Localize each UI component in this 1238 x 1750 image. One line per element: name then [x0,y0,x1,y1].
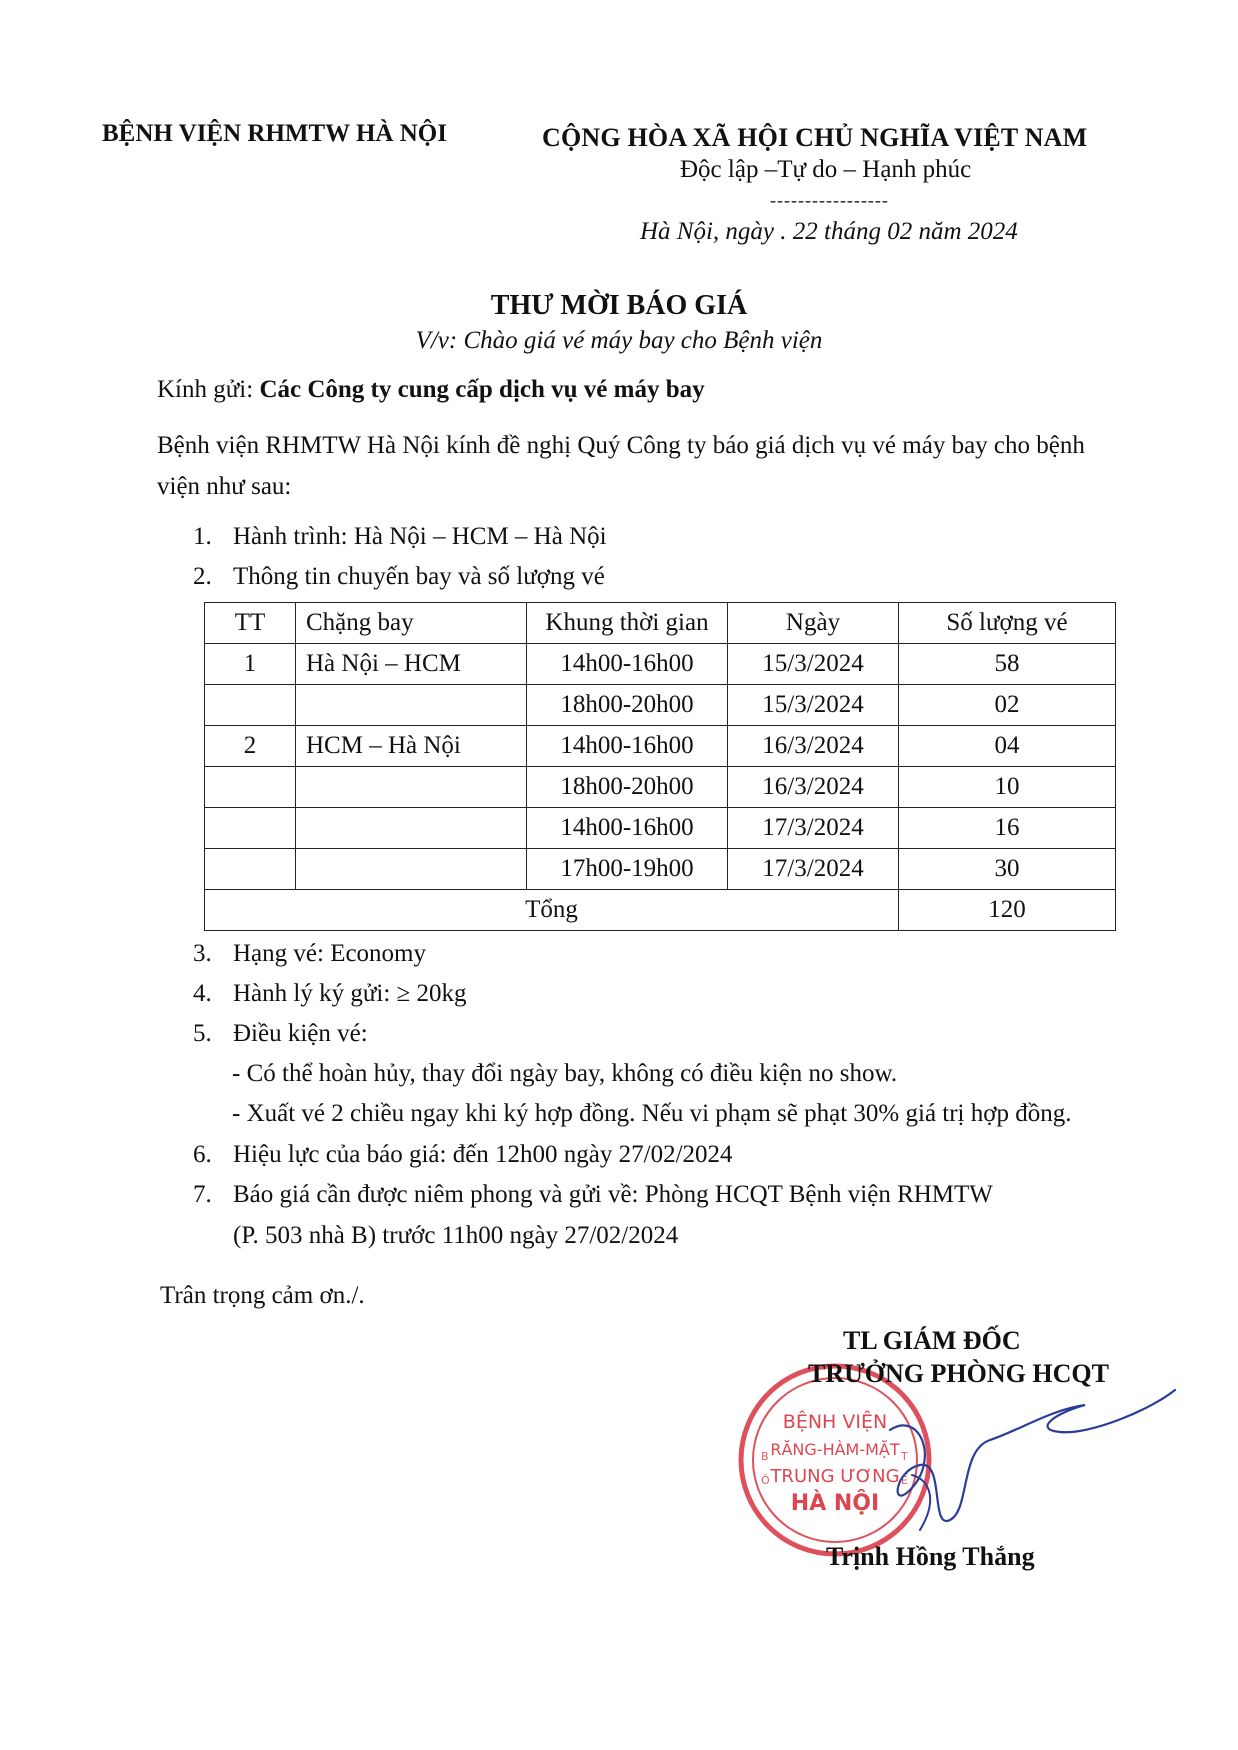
date-line: Hà Nội, ngày . 22 tháng 02 năm 2024 [640,218,1018,245]
table-cell [205,767,296,808]
table-cell: 16/3/2024 [728,767,899,808]
table-cell [296,767,527,808]
stamp-text: TRUNG ƯƠNG [770,1466,900,1487]
stamp-text: BỆNH VIỆN [782,1411,888,1433]
list-item: 2. Thông tin chuyến bay và số lượng vé [193,563,605,590]
recipient-line [157,376,705,404]
table-cell: 16/3/2024 [728,726,899,767]
condition-line: - Có thể hoàn hủy, thay đổi ngày bay, không có điều kiện no show. [232,1060,898,1087]
flight-table [204,602,1116,931]
recipient-name: Các Công ty cung cấp dịch vụ vé máy bay [259,376,705,403]
column-header: Chặng bay [296,603,527,644]
list-item: 3. Hạng vé: Economy [193,940,427,967]
list-item: 7. Báo giá cần được niêm phong và gửi về: Phòng HCQT Bệnh viện RHMTW [193,1181,993,1208]
stamp-text: HÀ NỘI [790,1491,880,1516]
table-cell: 16 [899,808,1116,849]
svg-text:Ô: Ô [761,1474,770,1487]
total-value: 120 [899,890,1116,931]
table-cell [205,685,296,726]
table-cell: 18h00-20h00 [527,767,728,808]
table-total-row [205,890,1116,931]
table-cell: 15/3/2024 [728,685,899,726]
table-header-row [205,603,1116,644]
national-motto: Độc lập –Tự do – Hạnh phúc [680,156,972,183]
table-cell: 02 [899,685,1116,726]
table-cell: Hà Nội – HCM [296,644,527,685]
table-cell: 30 [899,849,1116,890]
condition-line: - Xuất vé 2 chiều ngay khi ký hợp đồng. Nếu vi phạm sẽ phạt 30% giá trị hợp đồng. [232,1100,1072,1127]
table-cell: 1 [205,644,296,685]
table-row [205,644,1116,685]
table-cell [296,808,527,849]
document-title: THƯ MỜI BÁO GIÁ [490,290,748,321]
header-separator: ----------------- [770,190,889,210]
column-header: Số lượng vé [899,603,1116,644]
signature-title-1: TL GIÁM ĐỐC [843,1326,1021,1355]
table-cell: 17/3/2024 [728,849,899,890]
table-row [205,808,1116,849]
list-item: 1. Hành trình: Hà Nội – HCM – Hà Nội [193,523,607,550]
table-cell [296,849,527,890]
table-cell: 04 [899,726,1116,767]
closing-line: Trân trọng cảm ơn./. [160,1282,365,1309]
list-item: 5. Điều kiện vé: [193,1020,368,1047]
table-cell: 15/3/2024 [728,644,899,685]
table-row [205,726,1116,767]
table-row [205,685,1116,726]
column-header: Ngày [728,603,899,644]
list-item: 4. Hành lý ký gửi: ≥ 20kg [193,980,467,1007]
list-item: 6. Hiệu lực của báo giá: đến 12h00 ngày 27/02/2024 [193,1141,733,1168]
total-label: Tổng [205,890,899,931]
table-cell: 58 [899,644,1116,685]
handwritten-signature [850,1370,1180,1550]
svg-text:B: B [761,1450,769,1463]
table-row [205,849,1116,890]
table-cell: 2 [205,726,296,767]
document-subject: V/v: Chào giá vé máy bay cho Bệnh viện [415,327,823,354]
table-cell: 14h00-16h00 [527,808,728,849]
table-cell: 14h00-16h00 [527,726,728,767]
table-cell: HCM – Hà Nội [296,726,527,767]
column-header: TT [205,603,296,644]
stamp-text: RĂNG-HÀM-MẶT [770,1440,900,1459]
table-cell: 17/3/2024 [728,808,899,849]
table-cell: 10 [899,767,1116,808]
svg-text:Ế: Ế [901,1474,908,1487]
intro-paragraph: Bệnh viện RHMTW Hà Nội kính đề nghị Quý Công ty báo giá dịch vụ vé máy bay cho bệnh viện như sau: [157,432,1085,500]
table-cell: 18h00-20h00 [527,685,728,726]
nation-title: CỘNG HÒA XÃ HỘI CHỦ NGHĨA VIỆT NAM [542,123,1088,152]
table-cell [205,808,296,849]
organization-name: BỆNH VIỆN RHMTW HÀ NỘI [102,120,447,147]
table-cell: 14h00-16h00 [527,644,728,685]
signature-title-2: TRƯỞNG PHÒNG HCQT [808,1359,1109,1388]
table-cell [205,849,296,890]
signer-name: Trịnh Hồng Thắng [826,1542,1035,1571]
table-cell [296,685,527,726]
list-item-continuation: (P. 503 nhà B) trước 11h00 ngày 27/02/2024 [233,1222,679,1249]
svg-text:T: T [901,1450,908,1463]
recipient-label: Kính gửi: [157,376,254,403]
table-cell: 17h00-19h00 [527,849,728,890]
column-header: Khung thời gian [527,603,728,644]
table-row [205,767,1116,808]
